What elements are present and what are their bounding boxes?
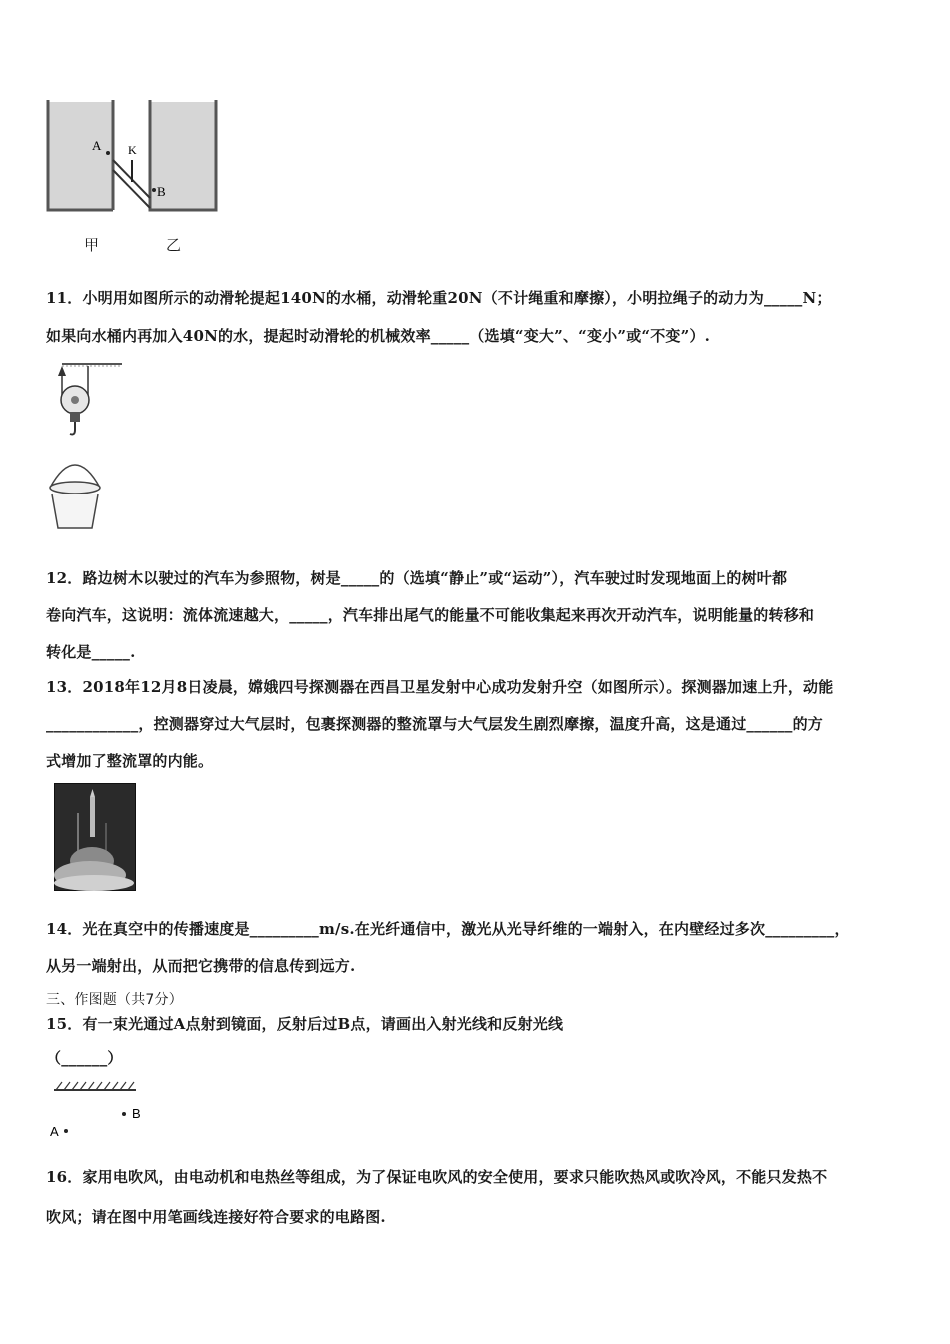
figure-caption-left: 甲 <box>84 236 100 254</box>
connected-vessels-figure <box>44 98 224 218</box>
q13-line1: 13．2018年12月8日凌晨，嫦娥四号探测器在西昌卫星发射中心成功发射升空（如图所示）。探测器加速上升，动能 <box>46 678 834 696</box>
q16-line2: 吹风；请在图中用笔画线连接好符合要求的电路图. <box>46 1208 386 1226</box>
point-a-label: A <box>50 1124 59 1139</box>
mirror-figure <box>44 1076 154 1146</box>
rocket-launch-photo <box>54 783 136 891</box>
q16-line1: 16．家用电吹风，由电动机和电热丝等组成，为了保证电吹风的安全使用，要求只能吹热风或吹冷风，不能只发热不 <box>46 1168 828 1186</box>
q11-line1: 11．小明用如图所示的动滑轮提起140N的水桶，动滑轮重20N（不计绳重和摩擦），小明拉绳子的动力为_____N； <box>46 289 832 307</box>
valve-k-label: K <box>128 143 137 157</box>
q12-line3: 转化是_____. <box>46 643 136 661</box>
q13-line3: 式增加了整流罩的内能。 <box>46 752 214 770</box>
q12-line2: 卷向汽车，这说明：流体流速越大，_____，汽车排出尾气的能量不可能收集起来再次开动汽车，说明能量的转移和 <box>46 606 815 624</box>
q14-line1: 14．光在真空中的传播速度是_________m/s.在光纤通信中，激光从光导纤维的一端射入，在内壁经过多次_________， <box>46 920 850 938</box>
section-heading: 三、作图题（共7分） <box>46 992 183 1008</box>
figure-caption-right: 乙 <box>166 236 182 254</box>
q15-line1: 15．有一束光通过A点射到镜面，反射后过B点，请画出入射光线和反射光线 <box>46 1015 564 1033</box>
q13-line2: ____________，控测器穿过大气层时，包裹探测器的整流罩与大气层发生剧烈摩擦，温度升高，这是通过______的方 <box>46 715 824 733</box>
q11-line2: 如果向水桶内再加入40N的水，提起时动滑轮的机械效率_____（选填“变大”、“变小”或“不变”）. <box>46 327 711 345</box>
q15-answer-blank: （______） <box>46 1049 123 1067</box>
point-b-label: B <box>157 184 166 199</box>
pulley-bucket-figure <box>44 360 124 535</box>
point-b-label: B <box>132 1106 141 1121</box>
point-a-label: A <box>92 138 102 153</box>
q12-line1: 12．路边树木以驶过的汽车为参照物，树是_____的（选填“静止”或“运动”），汽车驶过时发现地面上的树叶都 <box>46 569 788 587</box>
q14-line2: 从另一端射出，从而把它携带的信息传到远方. <box>46 957 356 975</box>
